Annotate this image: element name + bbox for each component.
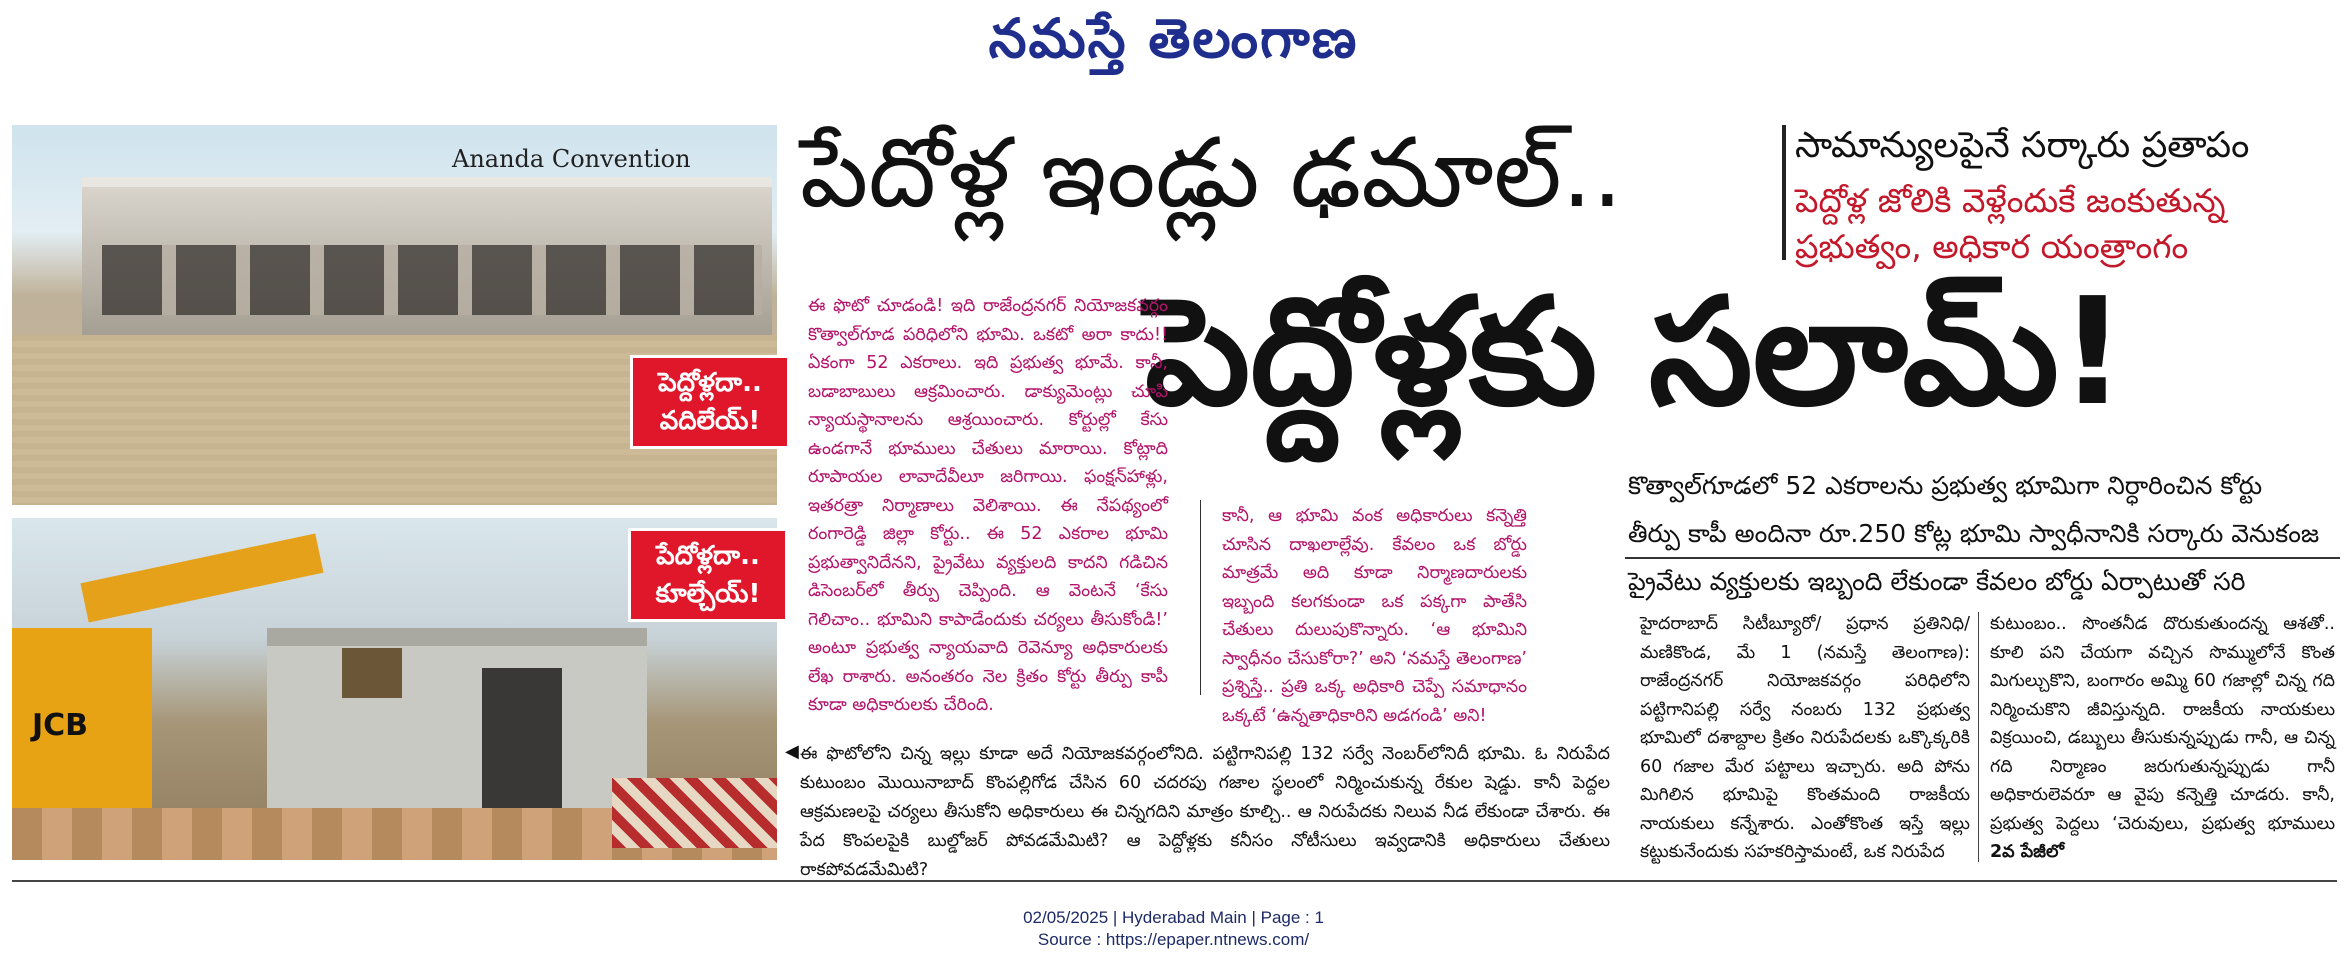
body-col1: హైదరాబాద్ సిటీబ్యూరో/ ప్రధాన ప్రతినిధి/మణికొండ, మే 1 (నమస్తే తెలంగాణ): రాజేంద్రనగర్ నియోజకవర్గం పరిధిలోని పట్టిగానిపల్లి సర్వే నంబరు 132 ప్రభుత్వ భూమిలో దశాబ్దాల క్రితం నిరుపేదలకు ఒక్కొక్కరికి 60 గజాల మేర పట్టాలు ఇచ్చారు. అది పోను మిగిలిన భూమిపై కొంతమంది రాజకీయ నాయకులు కన్నేశారు. ఎంతోకొంత ఇస్తే ఇల్లు కట్టుకునేందుకు సహకరిస్తామంటే, ఒక నిరుపేద (1640, 614, 1970, 862)
deck-kicker: సామాన్యులపైనే సర్కారు ప్రతాపం (1795, 125, 2250, 166)
photo2-red-tag (628, 528, 788, 622)
photo1-red-tag (630, 355, 790, 449)
sub-deck-main (1628, 462, 2338, 558)
excavator-brand: JCB (32, 708, 89, 743)
photo2-tag-line1: పేదోళ్లదా.. (656, 541, 760, 571)
body-column-divider (1978, 612, 1979, 862)
mattress (612, 778, 777, 848)
footer-source: Source : https://epaper.ntnews.com/ (1037, 930, 1310, 949)
deck-red-text: పెద్దోళ్ల జోలికి వెళ్లేందుకే జంకుతున్న ప్రభుత్వం, అధికార యంత్రాంగం (1795, 181, 2226, 266)
column-divider (1200, 500, 1201, 695)
pink-story-col2: కానీ, ఆ భూమి వంక అధికారులు కన్నెత్తి చూసిన దాఖలాల్లేవు. కేవలం ఒక బోర్డు మాత్రమే అది కూడా నిర్మాణదారులకు ఇబ్బంది కలగకుండా ఒక పక్కగా పాతేసి చేతులు దులుపుకొన్నారు. ‘ఆ భూమిని స్వాధీనం చేసుకోరా?’ అని ‘నమస్తే తెలంగాణ’ ప్రశ్నిస్తే.. ప్రతి ఒక్క అధికారి చెప్పే సమాధానం ఒక్కటే ‘ఉన్నతాధికారిని అడగండి’ అని! (1222, 506, 1527, 726)
sub-deck-line2: తీర్పు కాపీ అందినా రూ.250 కోట్ల భూమి స్వాధీనానికి సర్కారు వెనుకంజ (1628, 519, 2320, 548)
continued-marker: 2వ పేజీలో (1990, 842, 2064, 862)
headline-line1: పేదోళ్ల ఇండ్లు ఢమాల్.. (800, 117, 1623, 229)
headline-line2: పెద్దోళ్లకు సలామ్! (1145, 266, 2127, 438)
building-windows (102, 245, 762, 315)
sub-deck-rule (1625, 557, 2340, 559)
photo-caption: ఈ ఫొటోలోని చిన్న ఇల్లు కూడా అదే నియోజకవర్గంలోనిది. పట్టిగానిపల్లి 132 సర్వే నెంబర్‌లోనిదీ భూమి. ఓ నిరుపేద కుటుంబం మొయినాబాద్ కొంపల్లిగోడ చేసిన 60 చదరపు గజాల స్థలంలో నిర్మించుకున్న రేకుల షెడ్డు. కానీ పెద్దల ఆక్రమణలపై చర్యలు తీసుకోని అధికారులు ఈ చిన్నగదిని మాత్రం కూల్చి.. ఆ నిరుపేదకు నిలువ నీడ లేకుండా చేశారు. ఈ పేద కొంపలపైకి బుల్డోజర్ పోవడమేమిటి? ఆ పెద్దోళ్లకు కనీసం నోటీసులు ఇవ్వడానికి అధికారులు చేతులు రాకపోవడమేమిటి? (800, 744, 1610, 880)
footer-rule (12, 880, 2337, 882)
body-col2-text: కుటుంబం.. సొంతనీడ దొరుకుతుందన్న ఆశతో.. కూలి పని చేయగా వచ్చిన సొమ్ములోనే కొంత మిగుల్చుకొని, బంగారం అమ్మి 60 గజాల్లో చిన్న గది నిర్మించుకొని జీవిస్తున్నది. రాజకీయ నాయకులు విక్రయించి, డబ్బులు తీసుకున్నప్పుడు గానీ, ఆ చిన్న గది నిర్మాణం జరుగుతున్నప్పుడు గానీ అధికారులెవరూ ఆ వైపు కన్నెత్తి చూడరు. కానీ, ప్రభుత్వ పెద్దలు ‘చెరువులు, ప్రభుత్వ భూములు (1990, 614, 2335, 834)
photo2-tag-line2: కూల్చేయ్! (655, 579, 761, 609)
excavator-arm (80, 533, 323, 622)
convention-sign: Ananda Convention (452, 145, 691, 173)
photo1-tag-line2: వదిలేయ్! (659, 406, 761, 436)
body-col2 (1990, 610, 2335, 867)
deck-bar (1782, 125, 1786, 260)
shed-window (342, 648, 402, 698)
sub-deck-line1: కొత్వాల్‌గూడలో 52 ఎకరాలను ప్రభుత్వ భూమిగా నిర్ధారించిన కోర్టు (1628, 471, 2263, 500)
masthead-logo: నమస్తే తెలంగాణ (988, 6, 1359, 70)
pink-story-col1: ఈ ఫొటో చూడండి! ఇది రాజేంద్రనగర్ నియోజకవర్గం కొత్వాల్‌గూడ పరిధిలోని భూమి. ఒకటో అరా కాదు!! ఏకంగా 52 ఎకరాలు. ఇది ప్రభుత్వ భూమే. కానీ, బడాబాబులు ఆక్రమించారు. డాక్యుమెంట్లు చూపి న్యాయస్థానాలను ఆశ్రయించారు. కోర్టుల్లో కేసు ఉండగానే భూములు చేతులు మారాయి. కోట్లాది రూపాయల లావాదేవీలూ జరిగాయి. ఫంక్షన్‌హాళ్లు, ఇతరత్రా నిర్మాణాలు వెలిశాయి. ఈ నేపథ్యంలో రంగారెడ్డి జిల్లా కోర్టు.. ఈ 52 ఎకరాల భూమి ప్రభుత్వానిదేనని, ప్రైవేటు వ్యక్తులది కాదని గడిచిన డిసెంబర్‌లో తీర్పు చెప్పింది. ఆ వెంటనే ‘కేసు గెలిచాం.. భూమిని కాపాడేందుకు చర్యలు తీసుకోండి!’ అంటూ ప్రభుత్వ న్యాయవాది రెవెన్యూ అధికారులకు లేఖ రాశారు. అనంతరం నెల క్రితం కోర్టు తీర్పు కాపీ కూడా అధికారులకు చేరింది. (808, 296, 1168, 715)
footer-edition: 02/05/2025 | Hyderabad Main | Page : 1 (1023, 908, 1324, 927)
sub-deck-line3: ప్రైవేటు వ్యక్తులకు ఇబ్బంది లేకుండా కేవలం బోర్డు ఏర్పాటుతో సరి (1628, 567, 2246, 596)
caption-arrow-icon: ◀ (785, 741, 799, 762)
photo1-tag-line1: పెద్దోళ్లదా.. (658, 368, 762, 398)
shed-door (482, 668, 562, 818)
